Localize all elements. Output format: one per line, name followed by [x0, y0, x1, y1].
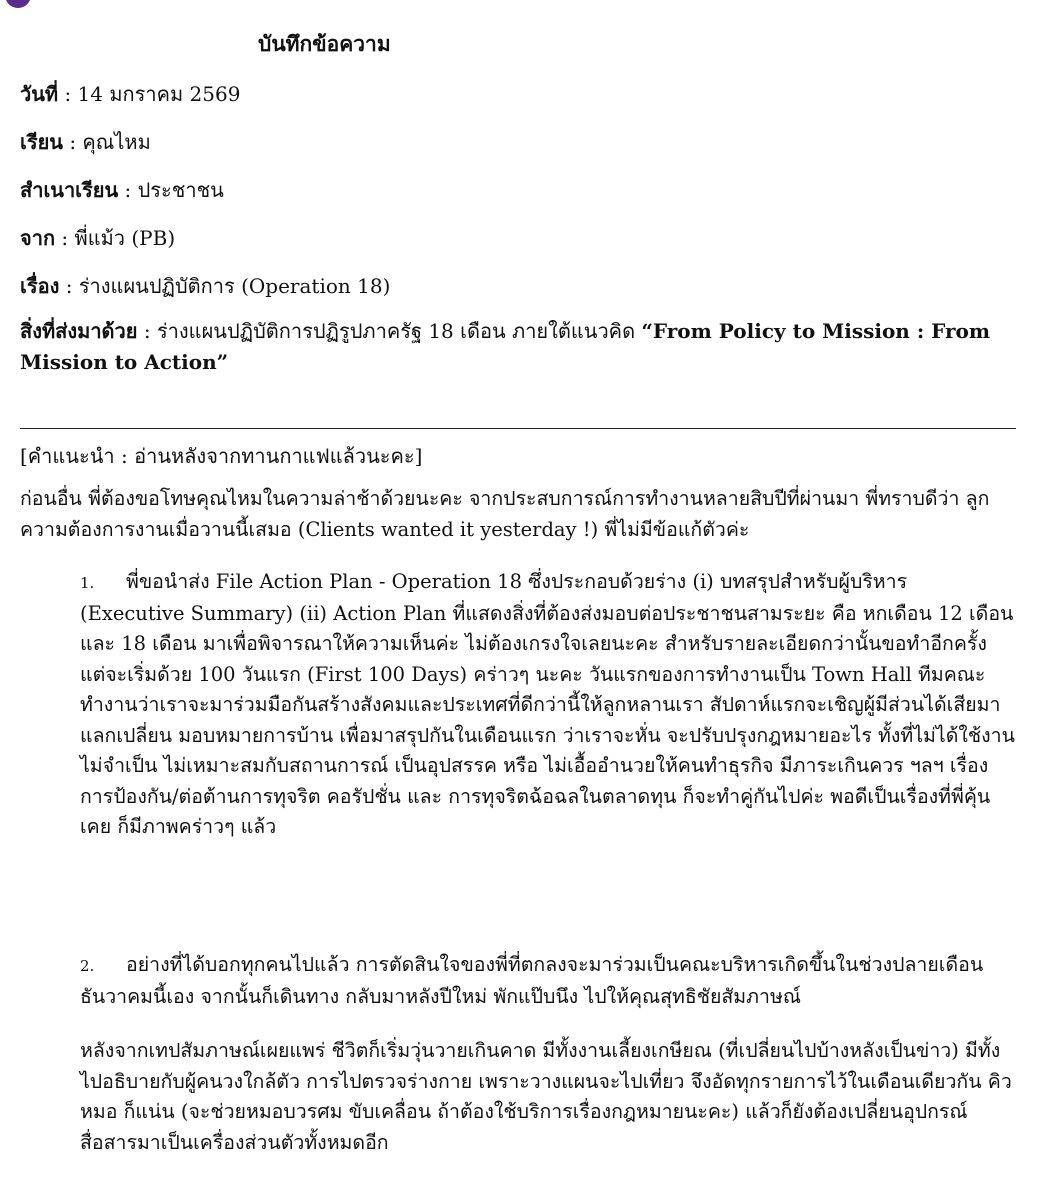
memo-title: บันทึกข้อความ: [258, 31, 391, 56]
item-text: พี่ขอนำส่ง File Action Plan - Operation 18 ซึ่งประกอบด้วยร่าง (i) บทสรุปสำหรับผู้บริหาร (Executive Summary) (ii) Action Plan ที่แสดงสิ่งที่ต้องส่งมอบต่อประชาชนสามระยะ คือ หกเดือน 12 เดือน และ 18 เดือน มาเพื่อพิจารณาให้ความเห็นค่ะ ไม่ต้องเกรงใจเลยนะคะ สำหรับรายละเอียดกว่านั้นขอทำอีกครั้ง แต่จะเริ่มด้วย 100 วันแรก (First 100 Days) คร่าวๆ นะคะ วันแรกของการทำงานเป็น Town Hall ทีมคณะทำงานว่าเราจะมาร่วมมือกันสร้างสังคมและประเทศที่ดีกว่านี้ให้ลูกหลานเรา สัปดาห์แรกจะเชิญผู้มีส่วนได้เสียมาแลกเปลี่ยน มอบหมายการบ้าน เพื่อมาสรุปกันในเดือนแรก ว่าเราจะหั่น จะปรับปรุงกฎหมายอะไร ทั้งที่ไม่ได้ใช้งาน ไม่จำเป็น ไม่เหมาะสมกับสถานการณ์ เป็นอุปสรรค หรือ ไม่เอื้ออำนวยให้คนทำธุรกิจ มีภาระเกินควร ฯลฯ เรื่อง การป้องกัน/ต่อต้านการทุจริต คอรัปชั่น และ การทุจริตฉ้อฉลในตลาดทุน ก็จะทำคู่กันไปค่ะ พอดีเป็นเรื่องที่พี่คุ้นเคย ก็มีภาพคร่าวๆ แล้ว: [80, 570, 1015, 838]
item-text: อย่างที่ได้บอกทุกคนไปแล้ว การตัดสินใจของพี่ที่ตกลงจะมาร่วมเป็นคณะบริหารเกิดขึ้นในช่วงปลายเดือนธันวาคมนี้เอง จากนั้นก็เดินทาง กลับมาหลังปีใหม่ พักแป๊บนึง ไปให้คุณสุทธิชัยสัมภาษณ์: [80, 953, 984, 1008]
meta-subject: เรื่อง : ร่างแผนปฏิบัติการ (Operation 18): [20, 274, 391, 298]
meta-date: วันที่ : 14 มกราคม 2569: [20, 82, 241, 106]
meta-to-value: คุณไหม: [82, 130, 151, 154]
numbered-item-2: [80, 950, 1015, 1012]
item-number: 1.: [80, 574, 95, 592]
meta-attachment-quote: “From Policy to Mission : From Mission to Action”: [20, 319, 991, 374]
meta-from-value: พี่แม้ว (PB): [74, 226, 176, 250]
meta-attachment-label: สิ่งที่ส่งมาด้วย: [20, 319, 138, 343]
reading-note: [คำแนะนำ : อ่านหลังจากทานกาแฟแล้วนะคะ]: [20, 444, 423, 468]
meta-cc: สำเนาเรียน : ประชาชน: [20, 178, 224, 202]
meta-to: เรียน : คุณไหม: [20, 130, 151, 154]
meta-from-label: จาก: [20, 226, 56, 250]
meta-cc-value: ประชาชน: [137, 178, 224, 202]
meta-attachment: สิ่งที่ส่งมาด้วย : ร่างแผนปฏิบัติการปฏิรูปภาครัฐ 18 เดือน ภายใต้แนวคิด “From Policy to Mission : From Mission to Action”: [20, 319, 991, 374]
section-divider: [20, 428, 1016, 429]
meta-attachment-value: ร่างแผนปฏิบัติการปฏิรูปภาครัฐ 18 เดือน ภายใต้แนวคิด: [156, 319, 636, 343]
continuation-paragraph: หลังจากเทปสัมภาษณ์เผยแพร่ ชีวิตก็เริ่มวุ่นวายเกินคาด มีทั้งงานเลี้ยงเกษียณ (ที่เปลี่ยนไปบ้างหลังเป็นข่าว) มีทั้งไปอธิบายกับผู้คนวงใกล้ตัว การไปตรวจร่างกาย เพราะวางแผนจะไปเที่ยว จึงอัดทุกรายการไว้ในเดือนเดียวกัน คิวหมอ ก็แน่น (จะช่วยหมอบวรศม ขับเคลื่อน ถ้าต้องใช้บริการเรื่องกฎหมายนะคะ) แล้วก็ยังต้องเปลี่ยนอุปกรณ์สื่อสารมาเป็นเครื่องส่วนตัวทั้งหมดอีก: [80, 1039, 1012, 1154]
meta-subject-value: ร่างแผนปฏิบัติการ (Operation 18): [78, 274, 391, 298]
meta-date-value: 14 มกราคม 2569: [77, 82, 241, 106]
logo-mark: [5, 0, 31, 8]
meta-to-label: เรียน: [20, 130, 63, 154]
meta-date-label: วันที่: [20, 82, 59, 106]
meta-subject-label: เรื่อง: [20, 274, 60, 298]
intro-paragraph: ก่อนอื่น พี่ต้องขอโทษคุณไหมในความล่าช้าด้วยนะคะ จากประสบการณ์การทำงานหลายสิบปีที่ผ่านมา พี่ทราบดีว่า ลูกความต้องการงานเมื่อวานนี้เสมอ (Clients wanted it yesterday !) พี่ไม่มีข้อแก้ตัวค่ะ: [20, 487, 990, 541]
item-number: 2.: [80, 957, 95, 975]
meta-cc-label: สำเนาเรียน: [20, 178, 119, 202]
numbered-item-1: [80, 567, 1015, 843]
meta-from: จาก : พี่แม้ว (PB): [20, 226, 176, 250]
